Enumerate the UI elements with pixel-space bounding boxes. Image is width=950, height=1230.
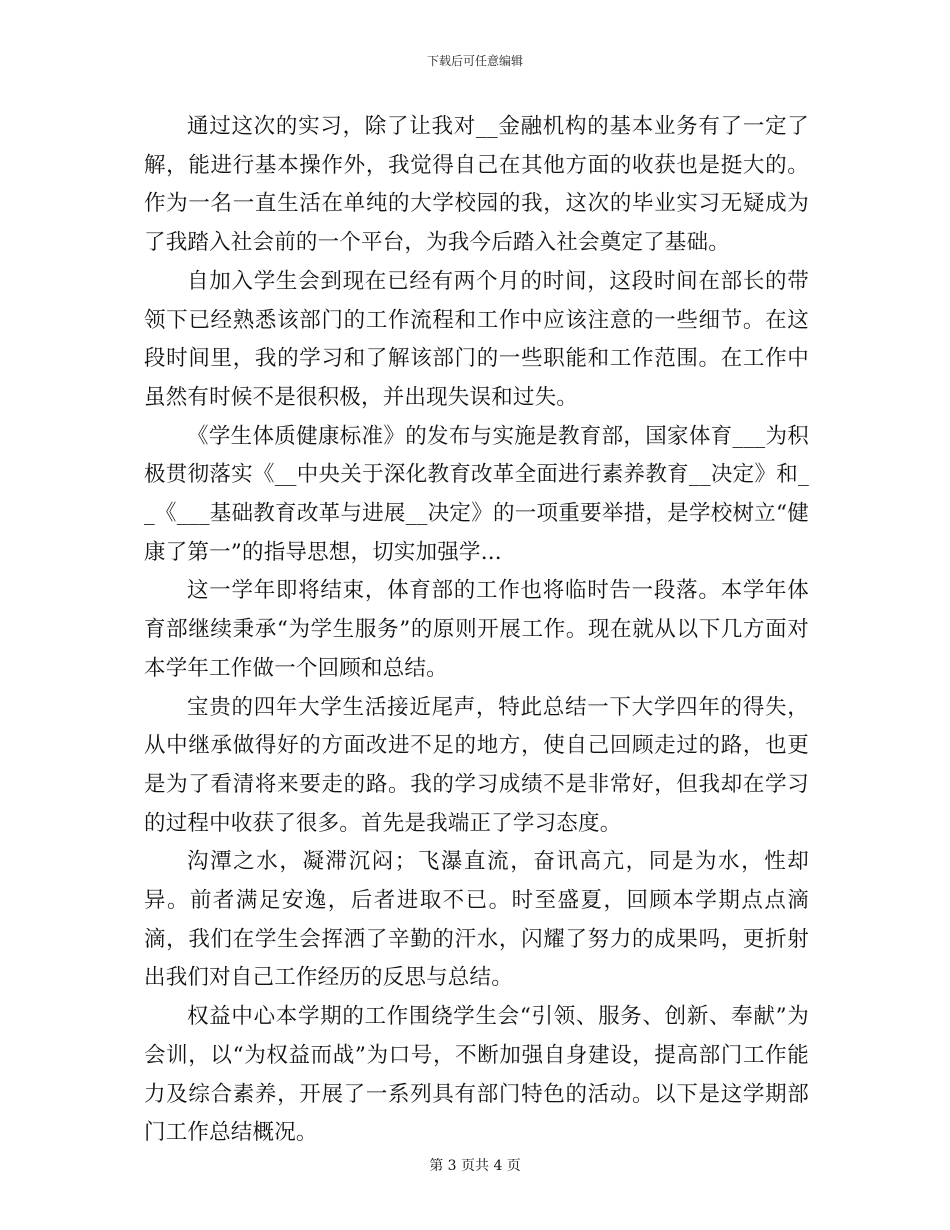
paragraph-5: 宝贵的四年大学生活接近尾声，特此总结一下大学四年的得失，从中继承做得好的方面改进不足的地方，使自己回顾走过的路，也更是为了看清将来要走的路。我的学习成绩不是非常好，但我却在学习的过程中收获了很多。首先是我端正了学习态度。 xyxy=(144,694,809,836)
paragraph-7: 权益中心本学期的工作围绕学生会“引领、服务、创新、奉献”为会训，以“为权益而战”为口号，不断加强自身建设，提高部门工作能力及综合素养，开展了一系列具有部门特色的活动。以下是这学期部门工作总结概况。 xyxy=(144,1004,809,1146)
page-footer: 第 3 页共 4 页 xyxy=(429,1158,521,1174)
paragraph-2: 自加入学生会到现在已经有两个月的时间，这段时间在部长的带领下已经熟悉该部门的工作流程和工作中应该注意的一些细节。在这段时间里，我的学习和了解该部门的一些职能和工作范围。在工作中虽然有时候不是很积极，并出现失误和过失。 xyxy=(144,268,809,410)
paragraph-1: 通过这次的实习，除了让我对__金融机构的基本业务有了一定了解，能进行基本操作外，我觉得自己在其他方面的收获也是挺大的。作为一名一直生活在单纯的大学校园的我，这次的毕业实习无疑成为了我踏入社会前的一个平台，为我今后踏入社会奠定了基础。 xyxy=(144,114,809,256)
paragraph-4: 这一学年即将结束，体育部的工作也将临时告一段落。本学年体育部继续秉承“为学生服务”的原则开展工作。现在就从以下几方面对本学年工作做一个回顾和总结。 xyxy=(144,578,809,681)
document-body xyxy=(144,108,809,1153)
paragraph-3: 《学生体质健康标准》的发布与实施是教育部，国家体育___为积极贯彻落实《__中央关于深化教育改革全面进行素养教育__决定》和__《___基础教育改革与进展__决定》的一项重要举措，是学校树立“健康了第一”的指导思想，切实加强学... xyxy=(144,423,809,565)
page-header: 下载后可任意编辑 xyxy=(426,54,523,68)
paragraph-6: 沟潭之水，凝滞沉闷；飞瀑直流，奋讯高亢，同是为水，性却异。前者满足安逸，后者进取不已。时至盛夏，回顾本学期点点滴滴，我们在学生会挥洒了辛勤的汗水，闪耀了努力的成果吗，更折射出我们对自己工作经历的反思与总结。 xyxy=(144,849,809,991)
